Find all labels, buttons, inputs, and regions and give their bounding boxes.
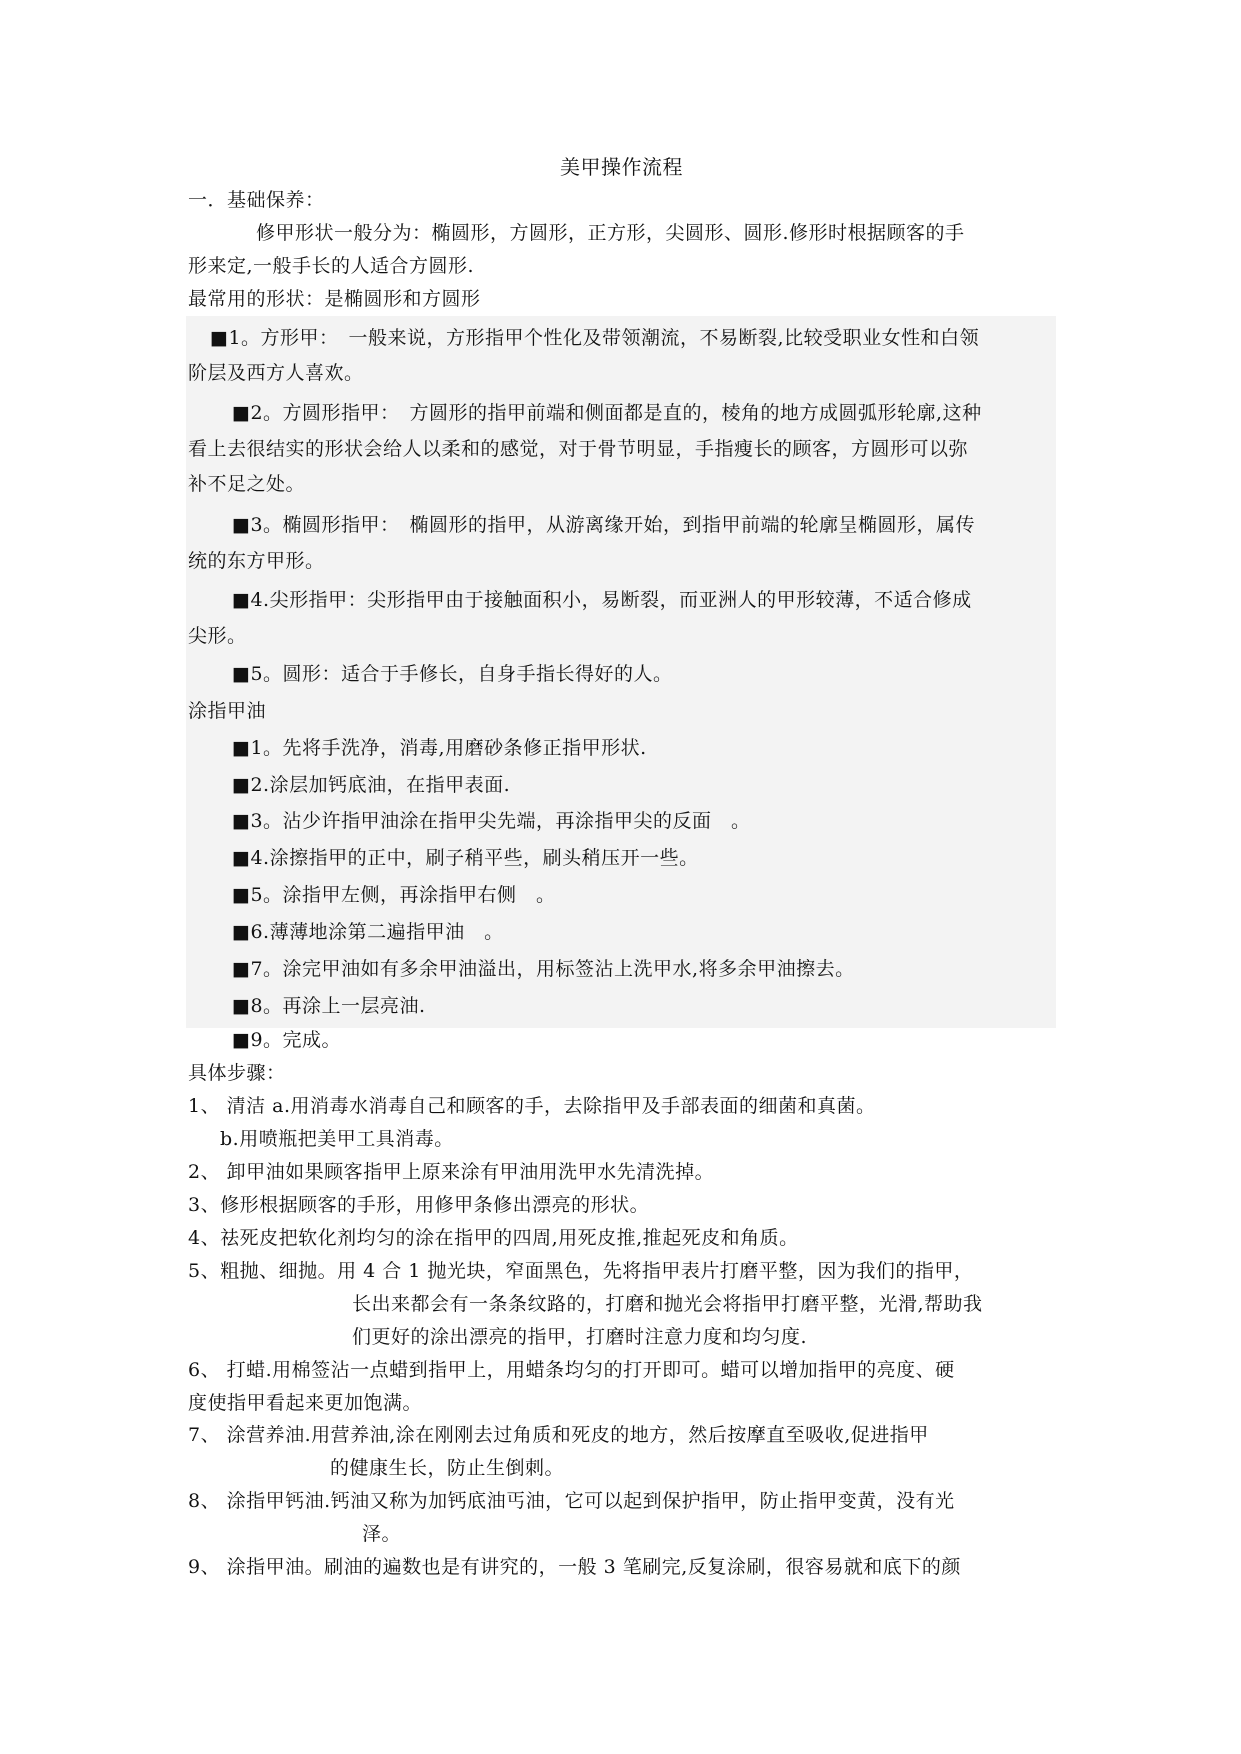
polish-step: ■1。先将手洗净，消毒,用磨砂条修正指甲形状.	[232, 737, 647, 759]
shape-item-3: ■3。椭圆形指甲： 椭圆形的指甲，从游离缘开始，到指甲前端的轮廓呈椭圆形，属传	[232, 514, 976, 536]
step-item-1: b.用喷瓶把美甲工具消毒。	[220, 1128, 454, 1150]
step-item-5: 们更好的涂出漂亮的指甲，打磨时注意力度和均匀度.	[352, 1326, 808, 1348]
section-heading: 一．基础保养：	[188, 189, 325, 211]
step-item-7: 7、 涂营养油.用营养油,涂在刚刚去过角质和死皮的地方，然后按摩直至吸收,促进指甲	[188, 1424, 929, 1446]
polish-step: ■6.薄薄地涂第二遍指甲油 。	[232, 921, 504, 943]
intro-text: 修甲形状一般分为：椭圆形，方圆形，正方形，尖圆形、圆形.修形时根据顾客的手	[256, 222, 965, 244]
step-item-1: 1、 清洁 a.用消毒水消毒自己和顾客的手，去除指甲及手部表面的细菌和真菌。	[188, 1095, 876, 1117]
shape-item-2: 补不足之处。	[188, 473, 306, 495]
polish-step: ■5。涂指甲左侧，再涂指甲右侧 。	[232, 884, 556, 906]
polish-step: ■7。涂完甲油如有多余甲油溢出，用标签沾上洗甲水,将多余甲油擦去。	[232, 958, 855, 980]
step-item-4: 4、祛死皮把软化剂均匀的涂在指甲的四周,用死皮推,推起死皮和角质。	[188, 1227, 799, 1249]
polish-step: ■4.涂擦指甲的正中，刷子稍平些，刷头稍压开一些。	[232, 847, 699, 869]
polish-step: ■3。沾少许指甲油涂在指甲尖先端，再涂指甲尖的反面 。	[232, 810, 751, 832]
step-item-8: 泽。	[362, 1523, 402, 1545]
common-shapes-text: 最常用的形状：是椭圆形和方圆形	[188, 288, 481, 310]
shape-item-2: 看上去很结实的形状会给人以柔和的感觉，对于骨节明显，手指瘦长的顾客，方圆形可以弥	[188, 438, 969, 460]
shape-item-1: 阶层及西方人喜欢。	[188, 362, 364, 384]
step-item-6: 度使指甲看起来更加饱满。	[188, 1392, 423, 1414]
shape-item-2: ■2。方圆形指甲： 方圆形的指甲前端和侧面都是直的，棱角的地方成圆弧形轮廓,这种	[232, 402, 982, 424]
shape-item-3: 统的东方甲形。	[188, 550, 325, 572]
step-item-2: 2、 卸甲油如果顾客指甲上原来涂有甲油用洗甲水先清洗掉。	[188, 1161, 715, 1183]
step-item-7: 的健康生长，防止生倒刺。	[330, 1457, 565, 1479]
step-item-6: 6、 打蜡.用棉签沾一点蜡到指甲上，用蜡条均匀的打开即可。蜡可以增加指甲的亮度、硬	[188, 1359, 955, 1381]
step-item-3: 3、修形根据顾客的手形，用修甲条修出漂亮的形状。	[188, 1194, 650, 1216]
polish-step: ■9。完成。	[232, 1029, 342, 1051]
shape-item-5: ■5。圆形：适合于手修长，自身手指长得好的人。	[232, 663, 673, 685]
shape-item-1: ■1。方形甲： 一般来说，方形指甲个性化及带领潮流，不易断裂,比较受职业女性和白领	[210, 327, 980, 349]
polish-step: ■2.涂层加钙底油，在指甲表面.	[232, 774, 511, 796]
polish-step: ■8。再涂上一层亮油.	[232, 995, 426, 1017]
steps-heading: 具体步骤：	[188, 1062, 286, 1084]
step-item-9: 9、 涂指甲油。刷油的遍数也是有讲究的，一般 3 笔刷完,反复涂刷，很容易就和底下的颜	[188, 1556, 961, 1578]
shape-item-4: 尖形。	[188, 625, 247, 647]
page-title: 美甲操作流程	[560, 155, 683, 179]
polish-heading: 涂指甲油	[188, 700, 267, 722]
step-item-5: 5、粗抛、细抛。用 4 合 1 抛光块，窄面黑色，先将指甲表片打磨平整，因为我们的指甲，	[188, 1260, 974, 1282]
intro-text: 形来定,一般手长的人适合方圆形.	[188, 255, 475, 277]
step-item-5: 长出来都会有一条条纹路的，打磨和抛光会将指甲打磨平整，光滑,帮助我	[352, 1293, 983, 1315]
shape-item-4: ■4.尖形指甲：尖形指甲由于接触面积小，易断裂，而亚洲人的甲形较薄，不适合修成	[232, 589, 972, 611]
step-item-8: 8、 涂指甲钙油.钙油又称为加钙底油丐油，它可以起到保护指甲，防止指甲变黄，没有光	[188, 1490, 955, 1512]
